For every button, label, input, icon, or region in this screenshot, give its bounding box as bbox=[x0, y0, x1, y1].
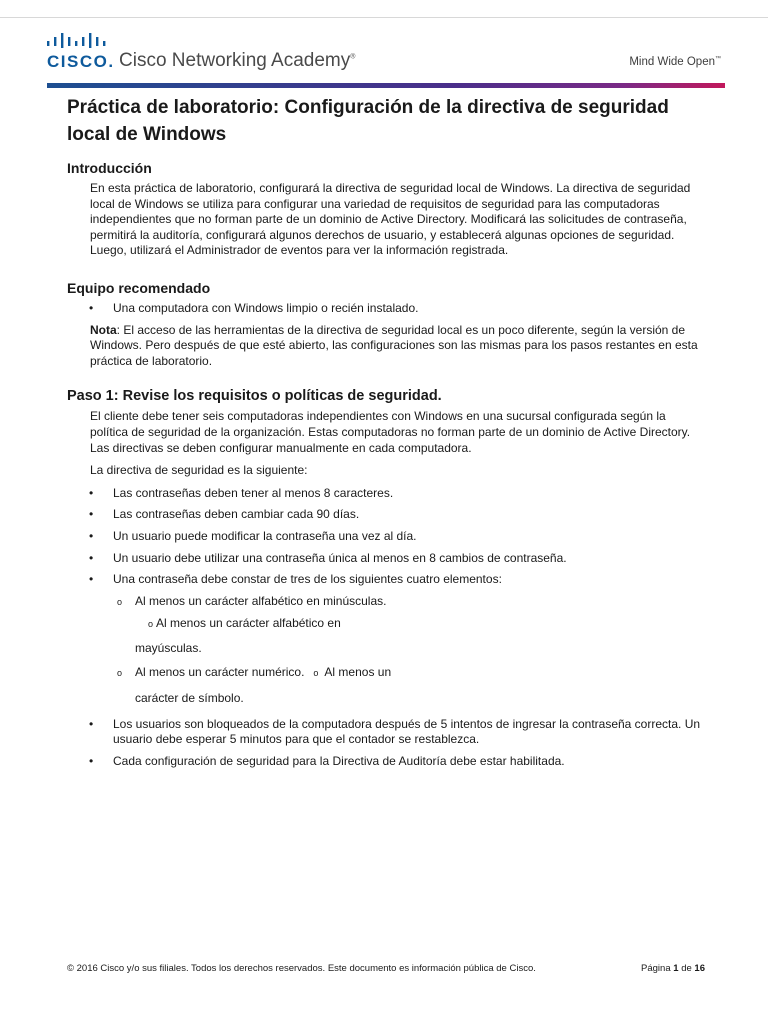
sub-list-item-continued: carácter de símbolo. bbox=[135, 691, 244, 706]
sub-list-item: o Al menos un carácter numérico. o Al menos un bbox=[117, 665, 392, 680]
list-item: • Los usuarios son bloqueados de la computadora después de 5 intentos de ingresar la contraseña correcta. Un usuario debe esperar 5 minutos para que el contador se restablezca. bbox=[89, 716, 701, 747]
header-gradient-bar bbox=[47, 83, 725, 88]
note-text: Nota: El acceso de las herramientas de la directiva de seguridad local es un poco diferente, según la versión de Windows. Pero después de que esté abierto, las configuraciones son las mismas para los pasos restantes en esta práctica de laboratorio. bbox=[90, 322, 698, 368]
policy-intro: La directiva de seguridad es la siguiente: bbox=[90, 463, 308, 478]
list-item: • Una computadora con Windows limpio o recién instalado. bbox=[89, 300, 419, 315]
top-divider bbox=[0, 17, 768, 18]
sub-list-item: o Al menos un carácter alfabético en bbox=[148, 616, 341, 631]
page-title: Práctica de laboratorio: Configuración de la directiva de seguridad local de Windows bbox=[67, 97, 669, 145]
intro-heading: Introducción bbox=[67, 160, 152, 176]
page-footer bbox=[67, 963, 705, 974]
list-item: • Las contraseñas deben cambiar cada 90 días. bbox=[89, 507, 360, 522]
list-item: • Cada configuración de seguridad para la Directiva de Auditoría debe estar habilitada. bbox=[89, 753, 565, 768]
intro-text: En esta práctica de laboratorio, configurará la directiva de seguridad local de Windows. La directiva de seguridad local de Windows se utiliza para configurar una variedad de requisitos de seguridad para las computadoras independientes que no forman parte de un dominio de Active Directory. Modificará las solicitudes de contraseña, permitirá la auditoría, configurará algunos derechos de usuario, y establecerá algunas opciones de seguridad. Luego, utilizará el Administrador de eventos para ver la información registrada. bbox=[90, 181, 691, 258]
cisco-logo: CISCO. bbox=[47, 52, 115, 71]
tagline: Mind Wide Open™ bbox=[629, 56, 721, 68]
academy-name: Cisco Networking Academy® bbox=[119, 50, 356, 71]
list-item: • Las contraseñas deben tener al menos 8 caracteres. bbox=[89, 485, 394, 500]
page-header bbox=[47, 30, 727, 80]
equipment-heading: Equipo recomendado bbox=[67, 279, 211, 296]
sub-list-item-continued: mayúsculas. bbox=[135, 640, 202, 655]
step1-heading: Paso 1: Revise los requisitos o políticas de seguridad. bbox=[67, 388, 442, 405]
copyright-text: © 2016 Cisco y/o sus filiales. Todos los derechos reservados. Este documento es información pública de Cisco. bbox=[67, 963, 536, 974]
document-body bbox=[67, 94, 707, 769]
sub-list-item: o Al menos un carácter alfabético en minúsculas. bbox=[117, 593, 387, 608]
step1-text: El cliente debe tener seis computadoras independientes con Windows en una sucursal configurada según la política de seguridad de la organización. Estas computadoras no forman parte de un dominio de Active Directory. Las directivas se deben configurar manualmente en cada computadora. bbox=[90, 409, 691, 455]
cisco-logo-bars-icon bbox=[47, 32, 117, 50]
list-item: • Una contraseña debe constar de tres de los siguientes cuatro elementos: bbox=[89, 572, 502, 587]
page-number: Página 1 de 16 bbox=[641, 963, 705, 974]
list-item: • Un usuario debe utilizar una contraseña única al menos en 8 cambios de contraseña. bbox=[89, 550, 567, 565]
list-item: • Un usuario puede modificar la contraseña una vez al día. bbox=[89, 528, 417, 543]
